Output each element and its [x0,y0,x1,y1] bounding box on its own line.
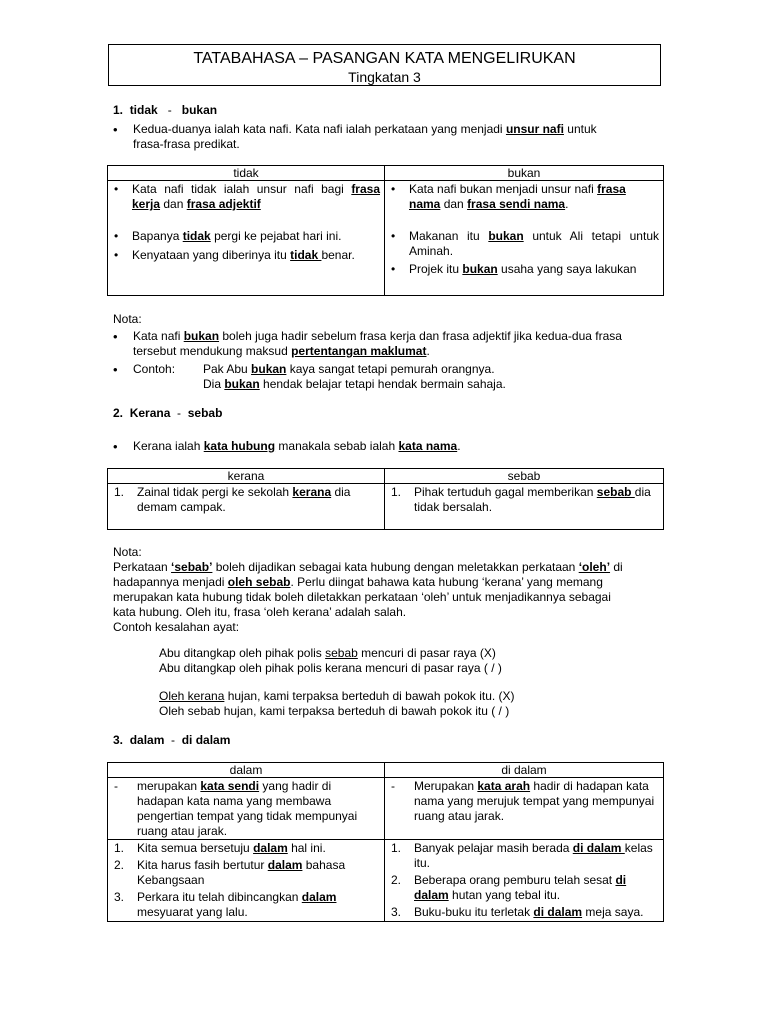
page-title: TATABAHASA – PASANGAN KATA MENGELIRUKAN [193,50,576,67]
page-subtitle: Tingkatan 3 [348,69,421,85]
section-1-heading: 1. tidak - bukan [113,103,218,117]
cell-kerana: 1. Zainal tidak pergi ke sekolah kerana dia demam campak. [108,484,385,530]
section-3-heading: 3. dalam - di dalam [113,733,231,747]
section-2-heading: 2. Kerana - sebab [113,406,223,420]
nota-1-bullet-2: • Contoh: Pak Abu bukan kaya sangat tetapi pemurah orangnya. Dia bukan hendak belajar tetapi hendak bermain sahaja. [113,362,506,391]
cell-dalam-definition: - merupakan kata sendi yang hadir di hadapan kata nama yang membawa pengertian tempat yang tidak mempunyai ruang atau jarak. [108,778,385,840]
list-item: 2. Kita harus fasih bertutur dalam bahasa Kebangsaan [114,858,346,887]
cell-sebab: 1. Pihak tertuduh gagal memberikan sebab dia tidak bersalah. [385,484,664,530]
col-header-sebab: sebab [385,469,664,484]
example-2: Oleh kerana hujan, kami terpaksa berteduh di bawah pokok itu. (X) Oleh sebab hujan, kami terpaksa berteduh di bawah pokok itu ( / ) [159,689,515,718]
col-header-tidak: tidak [108,166,385,181]
col-header-di-dalam: di dalam [385,763,664,778]
list-item: 1. Kita semua bersetuju dalam hal ini. [114,841,326,855]
cell-tidak: • Kata nafi tidak ialah unsur nafi bagi frasa kerja dan frasa adjektif • Bapanya tidak pergi ke pejabat hari ini. • Kenyataan yang diberinya itu tidak benar. [108,181,385,296]
title-box [108,44,661,86]
col-header-dalam: dalam [108,763,385,778]
list-item: 3. Perkara itu telah dibincangkan dalam mesyuarat yang lalu. [114,890,337,919]
nota-2-paragraph: Nota: Perkataan ‘sebab’ boleh dijadikan sebagai kata hubung dengan meletakkan perkataan ‘oleh’ di hadapannya menjadi oleh sebab. Perlu diingat bahawa kata hubung ‘kerana’ yang memang merupakan kata hubung tidak boleh diletakkan perkataan ‘oleh’ untuk menjadikannya sebagai kata hubung. Oleh itu, frasa ‘oleh kerana’ adalah salah. Contoh kesalahan ayat: [113,545,623,634]
list-item: 1. Banyak pelajar masih berada di dalam kelas itu. [391,841,653,870]
cell-bukan: • Kata nafi bukan menjadi unsur nafi frasa nama dan frasa sendi nama. • Makanan itu bukan untuk Ali tetapi untuk Aminah. • Projek itu bukan usaha yang saya lakukan [385,181,664,296]
table-dalam-didalam [107,762,664,922]
nota-1-bullet-1: • Kata nafi bukan boleh juga hadir sebelum frasa kerja dan frasa adjektif jika kedua-dua frasa tersebut mendukung maksud pertentangan maklumat. [113,329,622,358]
list-item: 2. Beberapa orang pemburu telah sesat di dalam hutan yang tebal itu. [391,873,627,902]
table-kerana-sebab [107,468,664,530]
section-2-bullet: • Kerana ialah kata hubung manakala sebab ialah kata nama. [113,439,461,454]
nota-label-1: Nota: [113,312,142,326]
col-header-bukan: bukan [385,166,664,181]
table-tidak-bukan [107,165,664,296]
col-header-kerana: kerana [108,469,385,484]
cell-di-dalam-definition: - Merupakan kata arah hadir di hadapan kata nama yang merujuk tempat yang mempunyai ruang atau jarak. [385,778,664,840]
list-item: 3. Buku-buku itu terletak di dalam meja saya. [391,905,644,919]
section-1-bullet: • Kedua-duanya ialah kata nafi. Kata nafi ialah perkataan yang menjadi unsur nafi untuk frasa-frasa predikat. [113,122,597,151]
example-1: Abu ditangkap oleh pihak polis sebab mencuri di pasar raya (X) Abu ditangkap oleh pihak polis kerana mencuri di pasar raya ( / ) [159,646,502,675]
cell-dalam-examples [108,840,385,922]
cell-di-dalam-examples [385,840,664,922]
